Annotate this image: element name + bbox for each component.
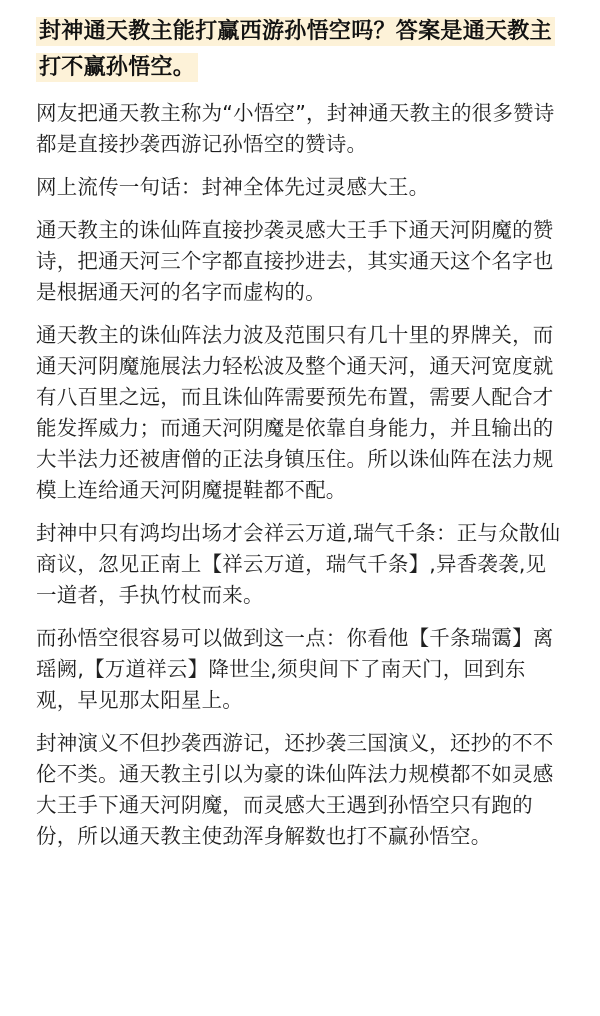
paragraph-2: 网上流传一句话：封神全体先过灵感大王。: [36, 175, 430, 199]
paragraph-4: 通天教主的诛仙阵法力波及范围只有几十里的界牌关，而通天河阴魔施展法力轻松波及整个通天河，通天河宽度就有八百里之远，而且诛仙阵需要预先布置，需要人配合才能发挥威力；而通天河阴魔是依靠自身能力，并且输出的大半法力还被唐僧的正法身镇压住。所以诛仙阵在法力规模上连给通天河阴魔提鞋都不配。: [36, 323, 554, 502]
article-title-text: 封神通天教主能打赢西游孙悟空吗？答案是通天教主打不赢孙悟空。: [36, 17, 555, 82]
paragraph-7: 封神演义不但抄袭西游记，还抄袭三国演义，还抄的不不伦不类。通天教主引以为豪的诛仙阵法力规模都不如灵感大王手下通天河阴魔，而灵感大王遇到孙悟空只有跑的份，所以通天教主使劲浑身解数也打不赢孙悟空。: [36, 731, 554, 848]
paragraph-6: 而孙悟空很容易可以做到这一点：你看他【千条瑞霭】离瑶阙,【万道祥云】降世尘,须臾间下了南天门，回到东观，早见那太阳星上。: [36, 626, 554, 712]
paragraph-1: 网友把通天教主称为“小悟空”，封神通天教主的很多赞诗都是直接抄袭西游记孙悟空的赞诗。: [36, 101, 555, 156]
paragraph-5: 封神中只有鸿均出场才会祥云万道,瑞气千条：正与众散仙商议，忽见正南上【祥云万道，瑞气千条】,异香袭袭,见一道者，手执竹杖而来。: [36, 521, 561, 607]
paragraph-3: 通天教主的诛仙阵直接抄袭灵感大王手下通天河阴魔的赞诗，把通天河三个字都直接抄进去，其实通天这个名字也是根据通天河的名字而虚构的。: [36, 218, 554, 304]
article-title: [36, 14, 564, 86]
